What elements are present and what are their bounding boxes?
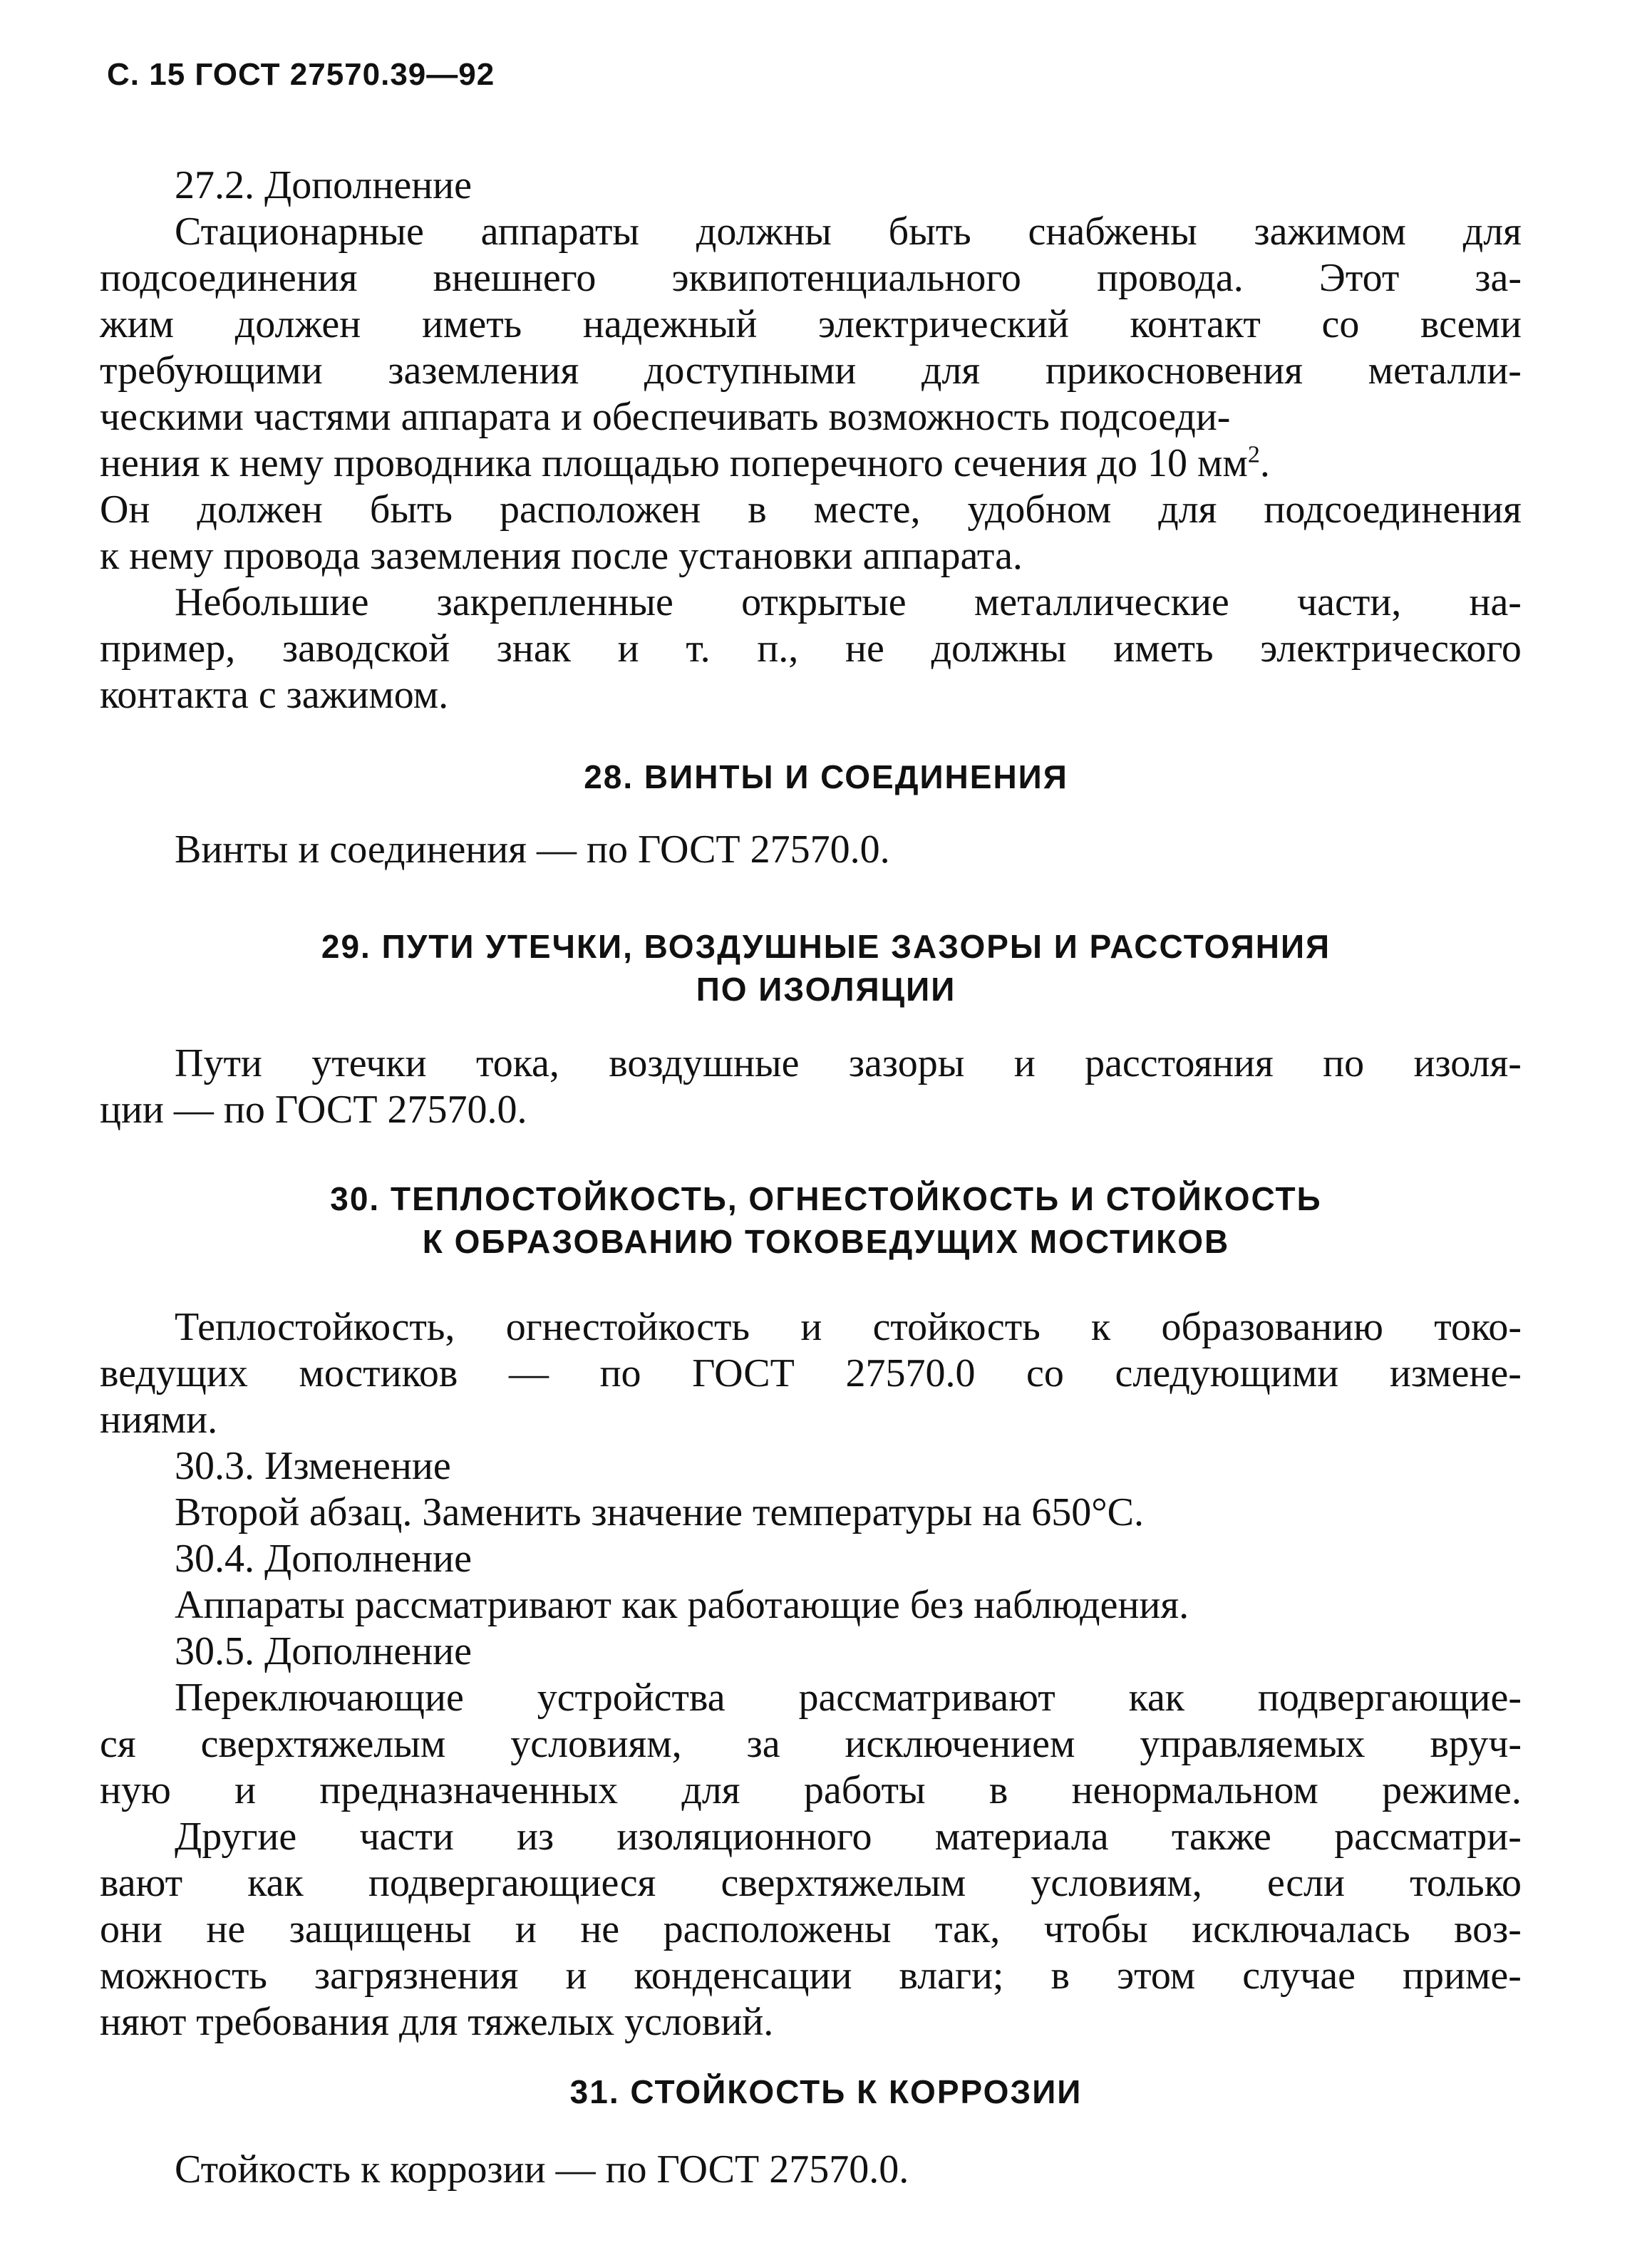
item-label-30-5: 30.5. Дополнение — [175, 1629, 472, 1673]
heading-line: ПО ИЗОЛЯЦИИ — [696, 971, 956, 1008]
text-line: пример, заводской знак и т. п., не должны иметь электрического — [100, 626, 1522, 671]
text-line: Другие части из изоляционного материала также рассматри- — [175, 1815, 1522, 1859]
item-label-30-4: 30.4. Дополнение — [175, 1537, 472, 1581]
text-line: Пути утечки тока, воздушные зазоры и расстояния по изоля- — [175, 1041, 1522, 1085]
text-line: Аппараты рассматривают как работающие без наблюдения. — [175, 1583, 1189, 1627]
text-line: Переключающие устройства рассматривают как подвергающие- — [175, 1676, 1522, 1720]
text-line: они не защищены и не расположены так, чтобы исключалась воз- — [100, 1907, 1522, 1951]
text-line: Он должен быть расположен в месте, удобном для подсоединения — [100, 487, 1522, 532]
text-line: можность загрязнения и конденсации влаги; в этом случае приме- — [100, 1954, 1522, 1998]
text-line: Стационарные аппараты должны быть снабжены зажимом для — [175, 210, 1522, 254]
text-line: ведущих мостиков — по ГОСТ 27570.0 со следующими измене- — [100, 1351, 1522, 1395]
section-29-title — [0, 925, 1652, 1011]
superscript: 2 — [1247, 441, 1260, 468]
text-fragment: нения к нему проводника площадью поперечного сечения до 10 мм — [100, 441, 1248, 485]
section-31-title — [0, 2070, 1652, 2113]
item-label-27-2: 27.2. Дополнение — [175, 163, 472, 207]
text-line: Винты и соединения — по ГОСТ 27570.0. — [175, 827, 890, 872]
text-line: ную и предназначенных для работы в ненормальном режиме. — [100, 1768, 1522, 1812]
heading-line: 28. ВИНТЫ И СОЕДИНЕНИЯ — [584, 758, 1068, 795]
text-line: требующими заземления доступными для прикосновения металли- — [100, 349, 1522, 393]
text-line: подсоединения внешнего эквипотенциального провода. Этот за- — [100, 256, 1522, 300]
section-30-title — [0, 1177, 1652, 1263]
text-fragment: ческими частями аппарата и обеспечивать возможность подсоеди- — [100, 395, 1231, 439]
text-line: няют требования для тяжелых условий. — [100, 2000, 774, 2044]
heading-line: К ОБРАЗОВАНИЮ ТОКОВЕДУЩИХ МОСТИКОВ — [422, 1223, 1230, 1260]
text-line: вают как подвергающиеся сверхтяжелым условиям, если только — [100, 1861, 1522, 1905]
text-line: ции — по ГОСТ 27570.0. — [100, 1088, 527, 1132]
section-30-body — [100, 1304, 1522, 2045]
text-line: Стойкость к коррозии — по ГОСТ 27570.0. — [175, 2147, 909, 2192]
text-line — [100, 440, 1522, 487]
text-line: Теплостойкость, огнестойкость и стойкость к образованию токо- — [175, 1305, 1522, 1349]
section-29-body — [100, 1041, 1522, 1133]
heading-line: 29. ПУТИ УТЕЧКИ, ВОЗДУШНЫЕ ЗАЗОРЫ И РАССТОЯНИЯ — [321, 928, 1331, 965]
text-fragment: . — [1259, 441, 1270, 485]
section-31-body — [175, 2147, 1522, 2193]
text-line: Небольшие закрепленные открытые металлические части, на- — [175, 580, 1522, 624]
text-line: жим должен иметь надежный электрический контакт со всеми — [100, 302, 1522, 346]
text-line: ся сверхтяжелым условиям, за исключением управляемых вруч- — [100, 1722, 1522, 1766]
page-header: С. 15 ГОСТ 27570.39—92 — [107, 57, 495, 92]
text-line — [100, 394, 1522, 440]
item-label-30-3: 30.3. Изменение — [175, 1444, 451, 1488]
heading-line: 31. СТОЙКОСТЬ К КОРРОЗИИ — [569, 2073, 1083, 2110]
text-line: к нему провода заземления после установки аппарата. — [100, 534, 1023, 578]
section-28-title — [0, 755, 1652, 798]
text-line: Второй абзац. Заменить значение температуры на 650°С. — [175, 1490, 1144, 1534]
heading-line: 30. ТЕПЛОСТОЙКОСТЬ, ОГНЕСТОЙКОСТЬ И СТОЙКОСТЬ — [330, 1180, 1322, 1217]
text-line: контакта с зажимом. — [100, 673, 449, 717]
section-28-body — [175, 827, 1522, 873]
section-27-2 — [100, 162, 1522, 718]
text-fragment — [100, 440, 1270, 487]
text-line: ниями. — [100, 1398, 218, 1442]
